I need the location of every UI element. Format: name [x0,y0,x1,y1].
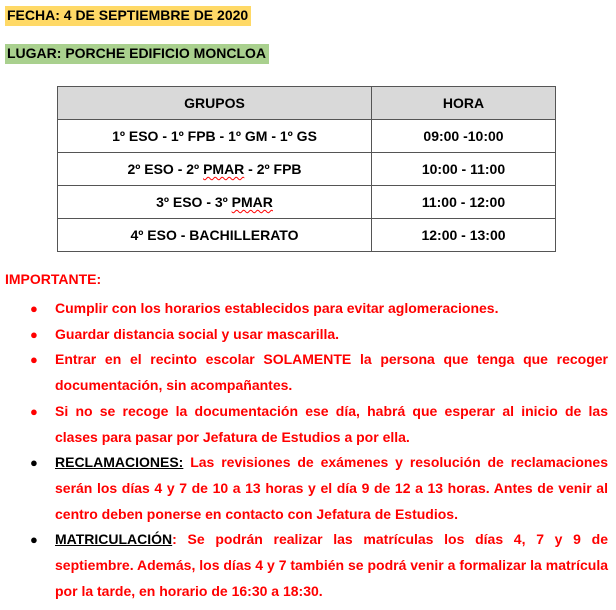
spellcheck-word: PMAR [203,161,245,177]
list-item [0,450,610,527]
location-label: LUGAR: PORCHE EDIFICIO MONCLOA [5,44,269,64]
date-label: FECHA: 4 DE SEPTIEMBRE DE 2020 [5,6,251,26]
item-text: Entrar en el recinto escolar SOLAMENTE la persona que tenga que recoger documentación, sin acompañantes. [55,351,608,394]
groups-text: - 2º FPB [244,161,302,177]
time-cell: 09:00 -10:00 [372,120,556,153]
table-row [58,153,556,186]
bullet-icon: ● [30,352,38,368]
groups-text: 3º ESO - 3º [156,194,232,210]
groups-cell: 1º ESO - 1º FPB - 1º GM - 1º GS [58,120,372,153]
column-header-grupos: GRUPOS [58,87,372,120]
schedule-table [57,86,556,252]
groups-text: 2º ESO - 2º [127,161,204,177]
important-title: IMPORTANTE: [5,271,102,287]
groups-cell: 4º ESO - BACHILLERATO [58,219,372,252]
groups-cell [58,186,372,219]
item-text: Si no se recoge la documentación ese día, habrá que esperar al inicio de las clases para pasar por Jefatura de Estudios a por ella. [55,402,608,445]
time-cell: 10:00 - 11:00 [372,153,556,186]
list-item [0,527,610,604]
table-row [58,219,556,252]
item-text: : Se podrán realizar las matrículas los días 4, 7 y 9 de septiembre. Además, los días 4 y 7 también se podrá venir a formalizar la matrícula por la tarde, en horario de 16:30 a 18:30. [55,531,608,599]
column-header-hora: HORA [372,87,556,120]
table-row [58,120,556,153]
item-text: Cumplir con los horarios establecidos para evitar aglomeraciones. [55,300,499,316]
bullet-icon: ● [30,455,38,471]
table-header-row [58,87,556,120]
spellcheck-word: PMAR [231,194,273,210]
groups-cell [58,153,372,186]
important-list [0,296,610,604]
list-item [0,322,610,348]
bullet-icon: ● [30,301,38,316]
list-item [0,296,610,322]
bullet-icon: ● [30,403,38,419]
matriculacion-label: MATRICULACIÓN [55,531,173,548]
table-row [58,186,556,219]
item-text: Las revisiones de exámenes y resolución de reclamaciones serán los días 4 y 7 de 10 a 13 horas y el día 9 de 12 a 13 horas. Antes de venir al centro deben ponerse en contacto con Jefatura de Estudios. [55,454,608,522]
time-cell: 11:00 - 12:00 [372,186,556,219]
bullet-icon: ● [30,532,38,548]
reclamaciones-label: RECLAMACIONES: [55,454,184,471]
item-text: Guardar distancia social y usar mascarilla. [55,325,340,342]
list-item [0,399,610,450]
bullet-icon: ● [30,326,38,342]
list-item [0,347,610,398]
time-cell: 12:00 - 13:00 [372,219,556,252]
